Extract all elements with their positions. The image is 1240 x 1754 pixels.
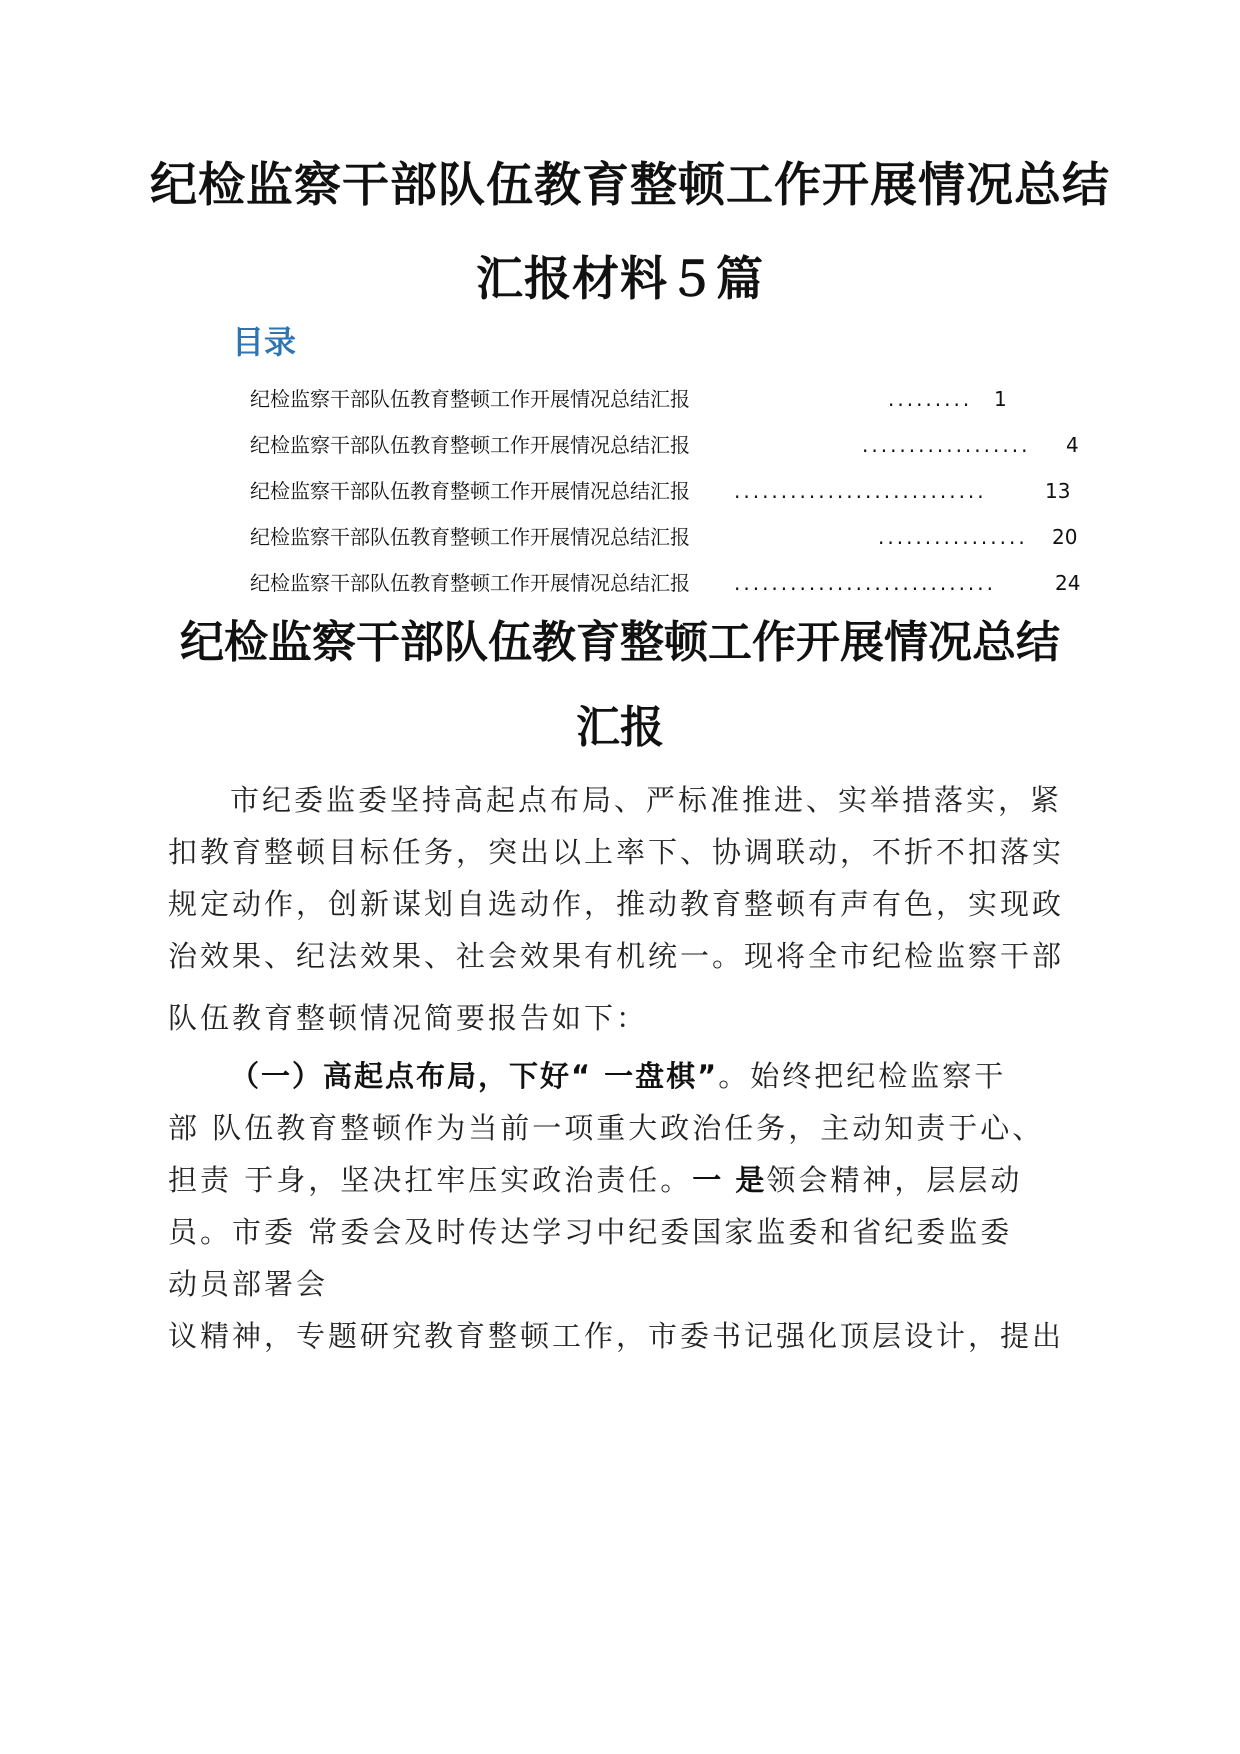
paragraph-line: 治效果、纪法效果、社会效果有机统一。现将全市纪检监察干部	[168, 939, 1065, 973]
toc-entry-title: 纪检监察干部队伍教育整顿工作开展情况总结汇报	[250, 479, 690, 503]
section-title-line-1: 纪检监察干部队伍教育整顿工作开展情况总结	[180, 617, 1060, 668]
table-of-contents	[250, 385, 1080, 615]
paragraph-line: 扣教育整顿目标任务，突出以上率下、协调联动，不折不扣落实	[168, 835, 1065, 869]
toc-entry-5[interactable]	[250, 569, 1080, 615]
toc-leader-dots: ..................	[862, 433, 1031, 457]
toc-entry-title: 纪检监察干部队伍教育整顿工作开展情况总结汇报	[250, 571, 690, 595]
paragraph-line	[168, 1050, 1084, 1102]
paragraph-line: 规定动作，创新谋划自选动作，推动教育整顿有声有色，实现政	[168, 887, 1065, 921]
toc-page-number: 13	[1045, 479, 1071, 503]
paragraph-line: 市纪委监委坚持高起点布局、严标准推进、实举措落实，紧	[230, 783, 1063, 817]
paragraph-line: 动员部署会	[168, 1267, 329, 1301]
section-one-heading: （一）高起点布局，下好“ 一盘棋”	[230, 1059, 719, 1093]
paragraph-line: 部 队伍教育整顿作为当前一项重大政治任务，主动知责于心、	[168, 1111, 1045, 1145]
paragraph-line: 员。市委 常委会及时传达学习中纪委国家监委和省纪委监委	[168, 1215, 1013, 1249]
document-title-line-1: 纪检监察干部队伍教育整顿工作开展情况总结	[150, 158, 1110, 213]
toc-entry-3[interactable]	[250, 477, 1080, 523]
toc-leader-dots: .........	[888, 387, 973, 411]
toc-leader-dots: ............................	[734, 571, 997, 595]
toc-entry-1[interactable]	[250, 385, 1080, 431]
paragraph-text: 。始终把纪检监察干	[718, 1059, 1007, 1093]
toc-page-number: 20	[1052, 525, 1078, 549]
toc-leader-dots: ...........................	[734, 479, 987, 503]
toc-entry-title: 纪检监察干部队伍教育整顿工作开展情况总结汇报	[250, 387, 690, 411]
paragraph-text: 领会精神，层层动	[766, 1163, 1023, 1197]
paragraph-line: 队伍教育整顿情况简要报告如下：	[168, 1001, 649, 1035]
section-one-paragraph	[168, 1050, 1084, 1310]
toc-entry-title: 纪检监察干部队伍教育整顿工作开展情况总结汇报	[250, 525, 690, 549]
toc-page-number: 1	[994, 387, 1007, 411]
toc-page-number: 24	[1055, 571, 1081, 595]
document-title-line-2: 汇报材料５篇	[476, 252, 764, 307]
paragraph-text: 担责 于身，坚决扛牢压实政治责任。	[168, 1163, 693, 1197]
toc-entry-4[interactable]	[250, 523, 1080, 569]
section-title-line-2: 汇报	[576, 702, 664, 753]
paragraph-line: 议精神，专题研究教育整顿工作，市委书记强化顶层设计，提出	[168, 1319, 1065, 1353]
continuation-paragraph	[168, 1310, 1084, 1362]
toc-page-number: 4	[1066, 433, 1079, 457]
point-one-marker: 一 是	[692, 1163, 767, 1197]
toc-heading: 目录	[232, 323, 297, 361]
toc-entry-title: 纪检监察干部队伍教育整顿工作开展情况总结汇报	[250, 433, 690, 457]
paragraph-line	[168, 1154, 1084, 1206]
intro-paragraph	[168, 774, 1084, 1044]
toc-entry-2[interactable]	[250, 431, 1080, 477]
toc-leader-dots: ................	[878, 525, 1028, 549]
